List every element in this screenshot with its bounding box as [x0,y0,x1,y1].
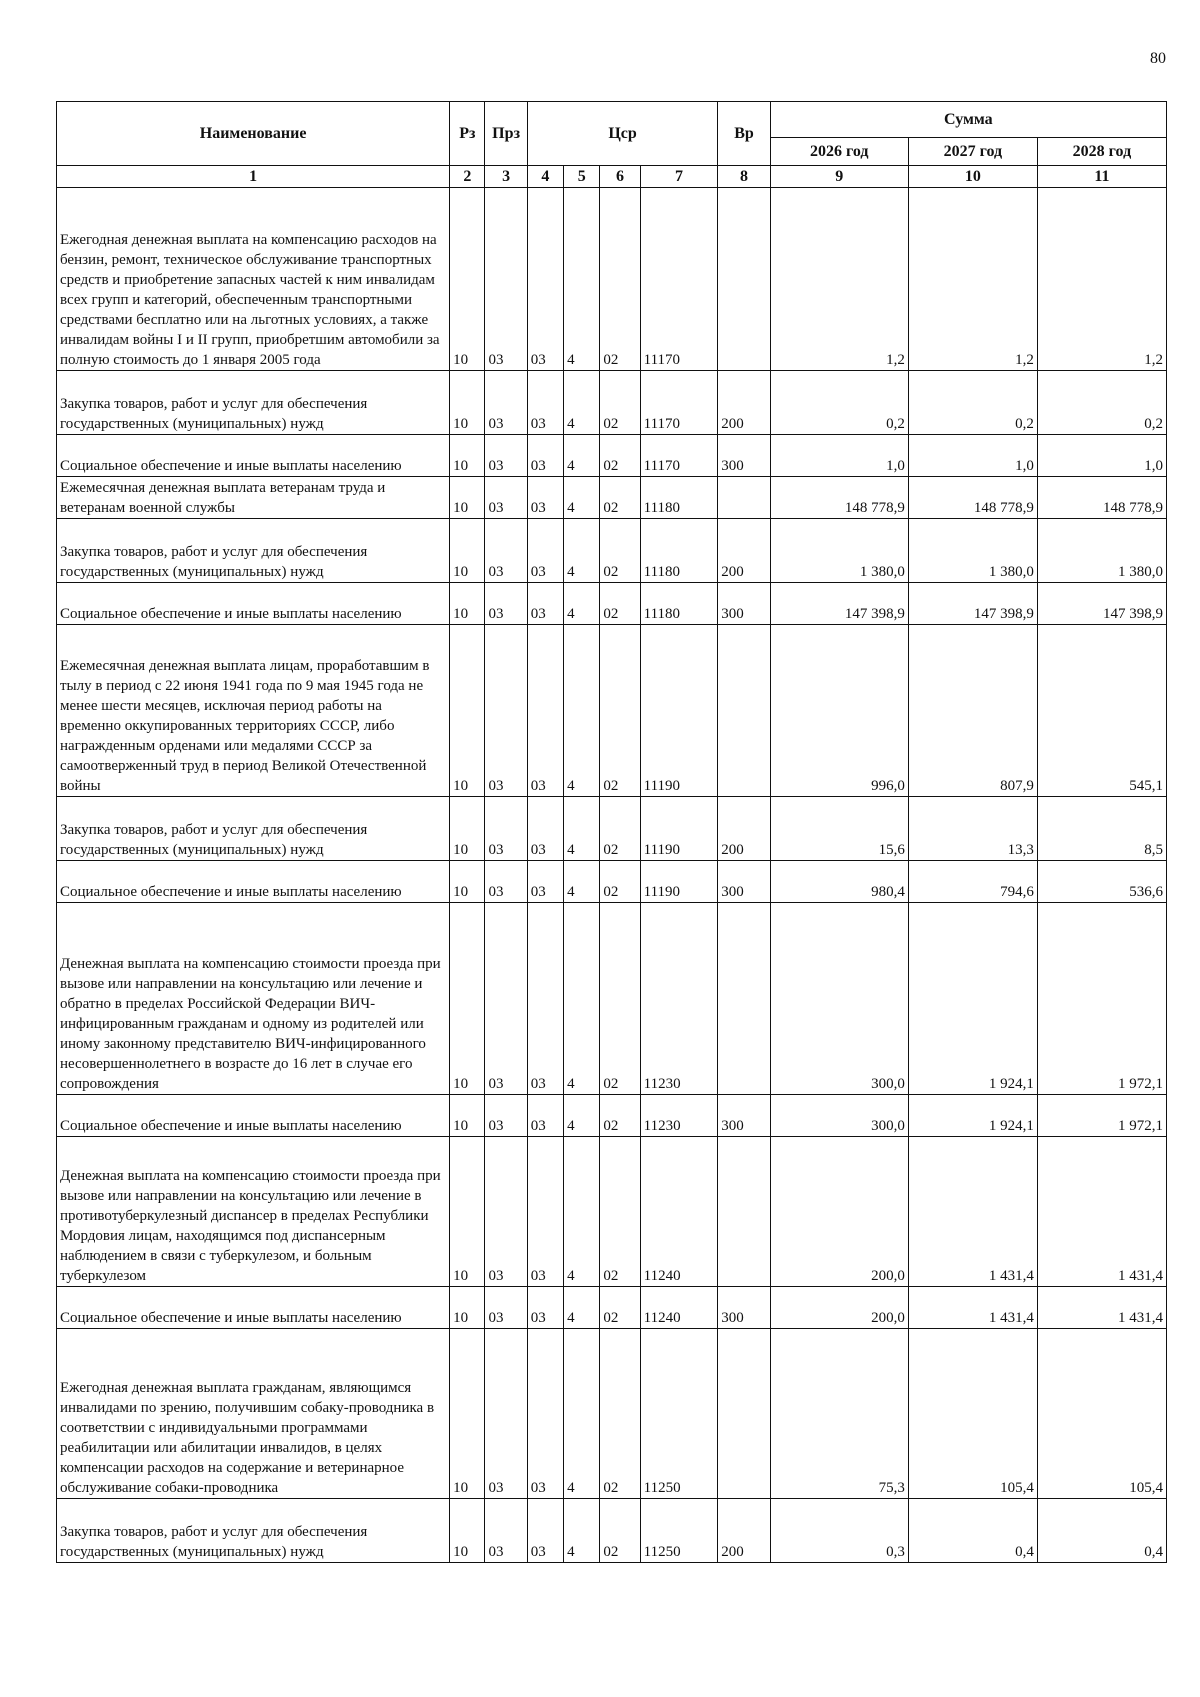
table-row [57,861,1167,903]
table-row [57,519,1167,583]
row-csr-6: 02 [600,1499,640,1563]
row-prz: 03 [485,625,527,797]
row-vr [718,1137,770,1287]
row-name: Закупка товаров, работ и услуг для обеспечения государственных (муниципальных) нужд [57,519,450,583]
column-number: 4 [527,166,563,188]
row-sum-2026: 0,2 [770,371,908,435]
row-sum-2027: 1 924,1 [908,903,1037,1095]
row-csr-5: 4 [564,861,600,903]
row-sum-2028: 1 380,0 [1037,519,1166,583]
row-csr-6: 02 [600,1137,640,1287]
row-csr-5: 4 [564,1499,600,1563]
row-csr-4: 03 [527,861,563,903]
row-sum-2028: 0,4 [1037,1499,1166,1563]
row-csr-6: 02 [600,625,640,797]
row-sum-2027: 1 431,4 [908,1137,1037,1287]
row-sum-2028: 1,0 [1037,435,1166,477]
row-sum-2028: 147 398,9 [1037,583,1166,625]
row-name: Социальное обеспечение и иные выплаты населению [57,861,450,903]
row-csr-5: 4 [564,371,600,435]
row-sum-2026: 200,0 [770,1287,908,1329]
row-csr-6: 02 [600,371,640,435]
row-name: Ежегодная денежная выплата гражданам, являющимся инвалидами по зрению, получившим собаку-проводника в соответствии с индивидуальными программами реабилитации или абилитации инвалидов, в целях компенсации расходов на содержание и ветеринарное обслуживание собаки-проводника [57,1329,450,1499]
row-csr-5: 4 [564,583,600,625]
row-csr-5: 4 [564,435,600,477]
header-vr: Вр [718,102,770,166]
row-csr-7: 11250 [640,1499,718,1563]
row-sum-2026: 1,2 [770,188,908,371]
row-name: Ежегодная денежная выплата на компенсацию расходов на бензин, ремонт, техническое обслуживание транспортных средств и приобретение запасных частей к ним инвалидам всех групп и категорий, обеспеченным транспортными средствами бесплатно или на льготных условиях, а также инвалидам войны I и II групп, приобретшим автомобили за полную стоимость до 1 января 2005 года [57,188,450,371]
row-prz: 03 [485,583,527,625]
row-sum-2027: 1,2 [908,188,1037,371]
row-vr [718,1329,770,1499]
column-number: 8 [718,166,770,188]
row-prz: 03 [485,797,527,861]
row-vr [718,903,770,1095]
row-sum-2026: 15,6 [770,797,908,861]
row-csr-4: 03 [527,1137,563,1287]
row-sum-2027: 1 924,1 [908,1095,1037,1137]
row-rz: 10 [450,861,485,903]
row-sum-2026: 1,0 [770,435,908,477]
column-number: 2 [450,166,485,188]
row-name: Закупка товаров, работ и услуг для обеспечения государственных (муниципальных) нужд [57,1499,450,1563]
row-rz: 10 [450,583,485,625]
row-sum-2027: 807,9 [908,625,1037,797]
row-csr-7: 11190 [640,797,718,861]
row-csr-6: 02 [600,1287,640,1329]
row-csr-7: 11170 [640,371,718,435]
header-year-2026: 2026 год [770,138,908,166]
budget-table [56,101,1167,1563]
column-number: 7 [640,166,718,188]
column-number-row [57,166,1167,188]
header-sum: Сумма [770,102,1166,138]
row-csr-6: 02 [600,1329,640,1499]
row-vr: 300 [718,435,770,477]
row-name: Социальное обеспечение и иные выплаты населению [57,1287,450,1329]
row-rz: 10 [450,1095,485,1137]
row-csr-6: 02 [600,435,640,477]
row-csr-4: 03 [527,435,563,477]
row-vr [718,625,770,797]
row-csr-7: 11240 [640,1287,718,1329]
row-csr-5: 4 [564,1137,600,1287]
row-csr-4: 03 [527,583,563,625]
table-row [57,1287,1167,1329]
row-csr-4: 03 [527,188,563,371]
row-vr: 200 [718,519,770,583]
row-sum-2026: 980,4 [770,861,908,903]
table-row [57,188,1167,371]
row-csr-5: 4 [564,625,600,797]
table-row [57,477,1167,519]
row-prz: 03 [485,188,527,371]
row-sum-2026: 996,0 [770,625,908,797]
header-name: Наименование [57,102,450,166]
row-csr-6: 02 [600,188,640,371]
header-prz: Прз [485,102,527,166]
row-sum-2028: 8,5 [1037,797,1166,861]
row-vr [718,477,770,519]
column-number: 9 [770,166,908,188]
row-rz: 10 [450,1329,485,1499]
row-csr-7: 11170 [640,188,718,371]
row-csr-7: 11230 [640,903,718,1095]
row-csr-4: 03 [527,1329,563,1499]
row-sum-2028: 1 972,1 [1037,1095,1166,1137]
column-number: 3 [485,166,527,188]
table-body [57,188,1167,1563]
row-csr-4: 03 [527,1095,563,1137]
row-vr: 200 [718,371,770,435]
row-csr-7: 11190 [640,625,718,797]
row-csr-5: 4 [564,477,600,519]
row-sum-2027: 1 380,0 [908,519,1037,583]
row-csr-4: 03 [527,519,563,583]
row-csr-6: 02 [600,797,640,861]
row-csr-4: 03 [527,1287,563,1329]
row-prz: 03 [485,435,527,477]
table-row [57,1095,1167,1137]
row-rz: 10 [450,1499,485,1563]
table-row [57,903,1167,1095]
row-csr-4: 03 [527,625,563,797]
row-name: Денежная выплата на компенсацию стоимости проезда при вызове или направлении на консультацию или лечение и обратно в пределах Российской Федерации ВИЧ-инфицированным гражданам и одному из родителей или иному законному представителю ВИЧ-инфицированного несовершеннолетнего в возрасте до 16 лет в случае его сопровождения [57,903,450,1095]
row-csr-4: 03 [527,477,563,519]
row-vr: 300 [718,861,770,903]
row-csr-5: 4 [564,1095,600,1137]
column-number: 6 [600,166,640,188]
row-csr-7: 11230 [640,1095,718,1137]
table-row [57,797,1167,861]
row-csr-6: 02 [600,519,640,583]
row-csr-5: 4 [564,1287,600,1329]
row-prz: 03 [485,1499,527,1563]
row-sum-2027: 1,0 [908,435,1037,477]
row-sum-2028: 1 972,1 [1037,903,1166,1095]
row-sum-2028: 1,2 [1037,188,1166,371]
row-csr-5: 4 [564,903,600,1095]
row-sum-2026: 1 380,0 [770,519,908,583]
table-row [57,583,1167,625]
row-csr-7: 11190 [640,861,718,903]
row-sum-2027: 148 778,9 [908,477,1037,519]
row-csr-6: 02 [600,1095,640,1137]
column-number: 1 [57,166,450,188]
row-sum-2027: 0,4 [908,1499,1037,1563]
row-sum-2028: 1 431,4 [1037,1137,1166,1287]
row-vr: 300 [718,583,770,625]
row-name: Закупка товаров, работ и услуг для обеспечения государственных (муниципальных) нужд [57,371,450,435]
row-sum-2028: 545,1 [1037,625,1166,797]
row-rz: 10 [450,371,485,435]
row-prz: 03 [485,1095,527,1137]
row-prz: 03 [485,371,527,435]
row-vr: 300 [718,1095,770,1137]
row-vr: 200 [718,1499,770,1563]
row-name: Закупка товаров, работ и услуг для обеспечения государственных (муниципальных) нужд [57,797,450,861]
row-csr-5: 4 [564,188,600,371]
row-rz: 10 [450,625,485,797]
row-sum-2028: 536,6 [1037,861,1166,903]
column-number: 5 [564,166,600,188]
row-csr-4: 03 [527,371,563,435]
row-csr-6: 02 [600,861,640,903]
row-csr-5: 4 [564,1329,600,1499]
row-sum-2027: 147 398,9 [908,583,1037,625]
column-number: 10 [908,166,1037,188]
row-sum-2027: 105,4 [908,1329,1037,1499]
header-year-2028: 2028 год [1037,138,1166,166]
row-csr-7: 11240 [640,1137,718,1287]
table-row [57,371,1167,435]
row-prz: 03 [485,1329,527,1499]
row-name: Социальное обеспечение и иные выплаты населению [57,1095,450,1137]
row-sum-2026: 300,0 [770,903,908,1095]
row-rz: 10 [450,797,485,861]
header-year-2027: 2027 год [908,138,1037,166]
header-csr: Цср [527,102,718,166]
row-sum-2027: 794,6 [908,861,1037,903]
row-sum-2026: 75,3 [770,1329,908,1499]
row-rz: 10 [450,435,485,477]
row-csr-7: 11250 [640,1329,718,1499]
row-csr-5: 4 [564,519,600,583]
row-prz: 03 [485,1287,527,1329]
row-csr-6: 02 [600,583,640,625]
row-vr: 300 [718,1287,770,1329]
row-prz: 03 [485,903,527,1095]
row-vr [718,188,770,371]
row-rz: 10 [450,519,485,583]
row-name: Денежная выплата на компенсацию стоимости проезда при вызове или направлении на консультацию или лечение в противотуберкулезный диспансер в пределах Республики Мордовия лицам, находящимся под диспансерным наблюдением в связи с туберкулезом, и больным туберкулезом [57,1137,450,1287]
row-csr-5: 4 [564,797,600,861]
row-sum-2026: 147 398,9 [770,583,908,625]
row-sum-2026: 300,0 [770,1095,908,1137]
row-sum-2028: 105,4 [1037,1329,1166,1499]
row-csr-7: 11180 [640,477,718,519]
table-row [57,1137,1167,1287]
row-rz: 10 [450,903,485,1095]
row-sum-2026: 0,3 [770,1499,908,1563]
row-sum-2027: 0,2 [908,371,1037,435]
row-sum-2028: 1 431,4 [1037,1287,1166,1329]
row-sum-2028: 148 778,9 [1037,477,1166,519]
row-sum-2026: 200,0 [770,1137,908,1287]
row-prz: 03 [485,477,527,519]
row-sum-2027: 13,3 [908,797,1037,861]
table-row [57,435,1167,477]
row-csr-4: 03 [527,797,563,861]
row-name: Ежемесячная денежная выплата ветеранам труда и ветеранам военной службы [57,477,450,519]
row-csr-7: 11180 [640,583,718,625]
row-csr-6: 02 [600,903,640,1095]
row-prz: 03 [485,1137,527,1287]
row-prz: 03 [485,861,527,903]
page-number: 80 [1150,50,1166,67]
table-row [57,1329,1167,1499]
row-rz: 10 [450,477,485,519]
row-csr-4: 03 [527,903,563,1095]
row-name: Социальное обеспечение и иные выплаты населению [57,435,450,477]
row-csr-6: 02 [600,477,640,519]
table-row [57,625,1167,797]
row-csr-7: 11180 [640,519,718,583]
row-sum-2027: 1 431,4 [908,1287,1037,1329]
row-prz: 03 [485,519,527,583]
row-csr-7: 11170 [640,435,718,477]
row-sum-2026: 148 778,9 [770,477,908,519]
header-rz: Рз [450,102,485,166]
table-row [57,1499,1167,1563]
row-rz: 10 [450,188,485,371]
row-csr-4: 03 [527,1499,563,1563]
row-rz: 10 [450,1137,485,1287]
row-name: Ежемесячная денежная выплата лицам, проработавшим в тылу в период с 22 июня 1941 года по 9 мая 1945 года не менее шести месяцев, исключая период работы на временно оккупированных территориях СССР, либо награжденным орденами или медалями СССР за самоотверженный труд в период Великой Отечественной войны [57,625,450,797]
row-rz: 10 [450,1287,485,1329]
column-number: 11 [1037,166,1166,188]
row-sum-2028: 0,2 [1037,371,1166,435]
row-vr: 200 [718,797,770,861]
row-name: Социальное обеспечение и иные выплаты населению [57,583,450,625]
